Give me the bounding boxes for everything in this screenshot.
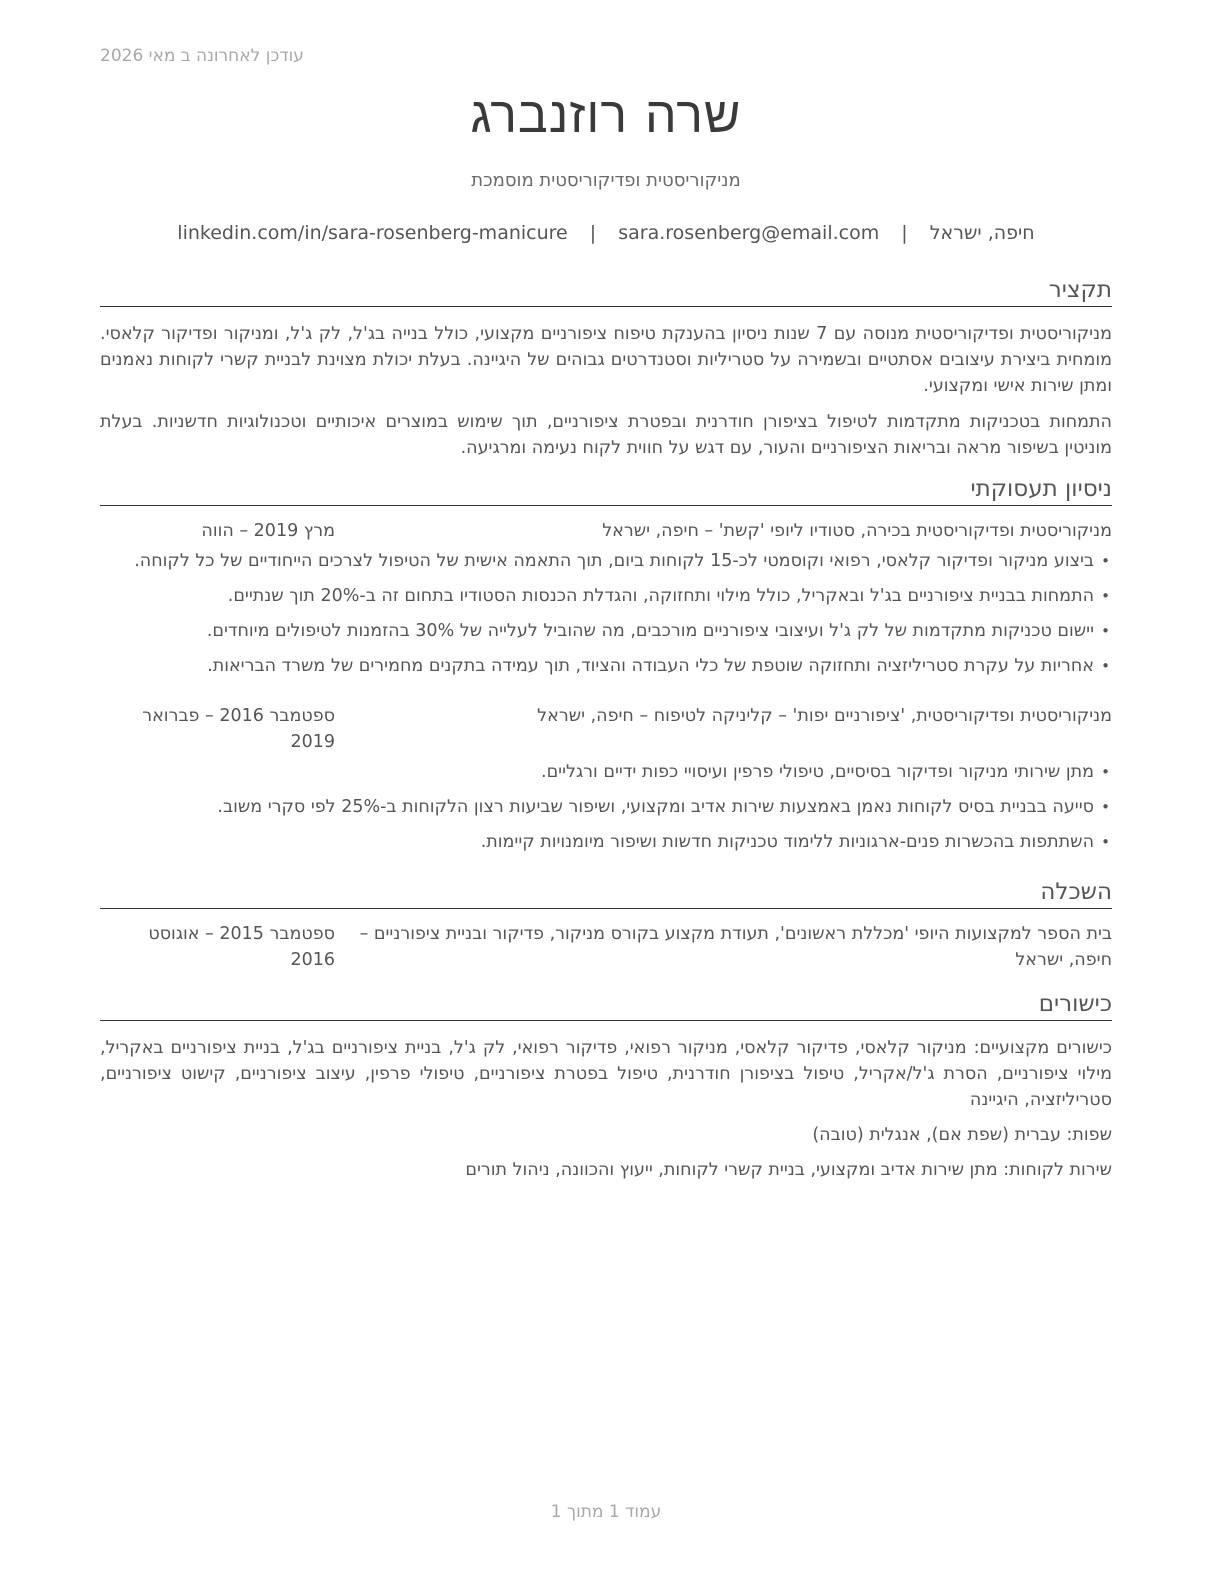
experience-title: ניסיון תעסוקתי <box>100 475 1112 506</box>
list-item: • סייעה בבניית בסיס לקוחות נאמן באמצעות שירות אדיב ומקצועי, ושיפור שביעות רצון הלקוחות ב-25% לפי סקרי משוב. <box>217 797 1110 817</box>
education-section <box>100 878 1112 973</box>
contact-email[interactable]: sara.rosenberg@email.com <box>618 222 880 244</box>
summary-paragraph: מניקוריסטית ופדיקוריסטית מנוסה עם 7 שנות ניסיון בהענקת טיפוח ציפורניים מקצועי, כולל בנייה בג'ל, לק ג'ל, ומניקור ופדיקור קלאסי. מומחית ביצירת עיצובים אסתטיים ובשמירה על סטריליות וסטנדרטים גבוהים של היגיינה. בעלת יכולת מצוינת לבניית קשרי לקוחות נאמנים ומתן שירות אישי ומקצועי. <box>100 324 1112 396</box>
list-item: • התמחות בבניית ציפורניים בג'ל ובאקריל, כולל מילוי ותחזוקה, והגדלת הכנסות הסטודיו בתחום זה ב-20% תוך שנתיים. <box>227 586 1110 606</box>
job-date: מרץ 2019 – הווה <box>201 521 335 541</box>
summary-paragraph: התמחות בטכניקות מתקדמות לטיפול בציפורן חודרנית ובפטרת ציפורניים, תוך שימוש במוצרים איכותיים וטכנולוגיות חדשניות. בעלת מוניטין בשיפור מראה ובריאות הציפורניים והעור, עם דגש על חווית לקוח נעימה ומרגיעה. <box>100 412 1112 458</box>
summary-section <box>100 276 1112 461</box>
job-bullets <box>100 759 1112 855</box>
last-updated: עודכן לאחרונה ב מאי 2026 <box>100 46 304 66</box>
education-date: ספטמבר 2015 – אוגוסט 2016 <box>148 924 335 970</box>
list-item: • ביצוע מניקור ופדיקור קלאסי, רפואי וקוסמטי לכ-15 לקוחות ביום, תוך התאמה אישית של הטיפול לצרכים הייחודיים של כל לקוחה. <box>134 551 1110 571</box>
contact-separator: | <box>589 222 597 244</box>
contact-location: חיפה, ישראל <box>929 222 1035 244</box>
experience-section <box>100 475 1112 864</box>
contact-separator: | <box>901 222 908 244</box>
candidate-name: שרה רוזנברג <box>470 86 742 144</box>
job-header <box>100 703 1112 755</box>
skills-section <box>100 990 1112 1183</box>
contact-linkedin[interactable]: linkedin.com/in/sara-rosenberg-manicure <box>177 222 568 244</box>
list-item: • יישום טכניקות מתקדמות של לק ג'ל ועיצובי ציפורניים מורכבים, מה שהוביל לעלייה של 30% בהזמנות לטיפולים מיוחדים. <box>206 621 1110 641</box>
page-content <box>100 0 1112 1584</box>
list-item: • אחריות על עקרת סטריליזציה ותחזוקה שוטפת של כלי העבודה והציוד, תוך עמידה בתקנים מחמירים של משרד הבריאות. <box>207 656 1110 676</box>
education-title: השכלה <box>100 878 1112 909</box>
list-item: • השתתפות בהכשרות פנים-ארגוניות ללימוד טכניקות חדשות ושיפור מיומנויות קיימות. <box>480 832 1110 852</box>
education-text: בית הספר למקצועות היופי 'מכללת ראשונים', תעודת מקצוע בקורס מניקור, פדיקור ובניית ציפורניים – חיפה, ישראל <box>359 924 1112 970</box>
page-number: עמוד 1 מתוך 1 <box>550 1502 662 1522</box>
skills-service: שירות לקוחות: מתן שירות אדיב ומקצועי, בניית קשרי לקוחות, ייעוץ והכוונה, ניהול תורים <box>465 1160 1112 1180</box>
job-title: מניקוריסטית ופדיקוריסטית בכירה, סטודיו ליופי 'קשת' – חיפה, ישראל <box>602 521 1112 541</box>
job-title: מניקוריסטית ופדיקוריסטית, 'ציפורניים יפות' – קליניקה לטיפוח – חיפה, ישראל <box>537 706 1112 726</box>
contact-line <box>100 222 1112 244</box>
skills-languages: שפות: עברית (שפת אם), אנגלית (טובה) <box>812 1125 1112 1145</box>
skills-professional: כישורים מקצועיים: מניקור קלאסי, פדיקור קלאסי, מניקור רפואי, פדיקור רפואי, לק ג'ל, בניית ציפורניים בג'ל, בניית ציפורניים באקריל, מילוי ציפורניים, הסרת ג'ל/אקריל, טיפול בציפורן חודרנית, טיפול בפטרת ציפורניים, טיפולי פרפין, עיצוב ציפורניים, קישוט ציפורניים, סטריליזציה, היגיינה <box>100 1038 1112 1110</box>
education-entry <box>100 921 1112 973</box>
summary-title: תקציר <box>100 276 1112 307</box>
candidate-subtitle: מניקוריסטית ופדיקוריסטית מוסמכת <box>471 170 741 191</box>
job-header <box>100 518 1112 546</box>
skills-title: כישורים <box>100 990 1112 1021</box>
job-date: ספטמבר 2016 – פברואר 2019 <box>142 706 335 752</box>
job-bullets <box>100 548 1112 679</box>
list-item: • מתן שירותי מניקור ופדיקור בסיסיים, טיפולי פרפין ועיסויי כפות ידיים ורגליים. <box>541 762 1110 782</box>
